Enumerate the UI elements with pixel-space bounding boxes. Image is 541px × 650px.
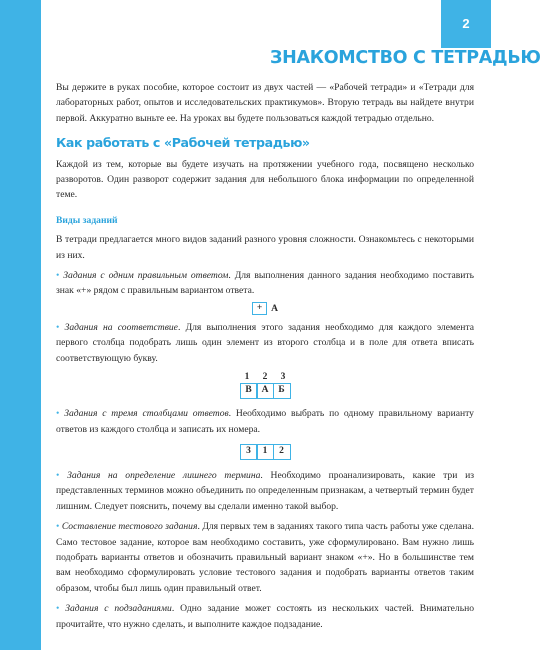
bullet: • xyxy=(56,408,60,420)
answer-cell: 1 xyxy=(256,444,274,460)
task-item: • Задания на соответствие. Для выполнения этого задания необходимо для каждого элемента первого столбца подобрать лишь один элемент из второго столбца и в поле для ответа вписать соответствующую букву. xyxy=(56,321,475,364)
match-number: 1 xyxy=(244,372,250,383)
task-text: Необходимо проанализировать, какие три из представленных терминов можно объединить по определенным признакам, а четвертый термин будет лишним. Следует пояснить, почему вы сделали именно такой выбор. xyxy=(56,469,474,512)
section-heading: Как работать с «Рабочей тетрадью» xyxy=(56,135,310,151)
answer-cell: А xyxy=(256,383,274,399)
task-text: Для выполнения данного задания необходимо поставить знак «+» рядом с правильным вариантом ответа. xyxy=(56,270,474,297)
section-paragraph: Каждой из тем, которые вы будете изучать на протяжении учебного года, посвящено несколько разворотов. Один разворот содержит задания для небольшого блока информации по определенной теме. xyxy=(56,158,474,201)
match-answer-boxes xyxy=(56,383,474,400)
answer-cell: 2 xyxy=(273,444,291,460)
task-text: Одно задание может состоять из нескольких частей. Внимательно прочитайте, что нужно сделать, и выполните каждое подзадание. xyxy=(56,603,475,630)
bullet: • xyxy=(56,521,60,533)
plus-box: + xyxy=(252,302,267,315)
answer-cell: 3 xyxy=(240,444,258,460)
task-name: Задания с подзаданиями xyxy=(65,603,172,615)
example-plus-answer xyxy=(56,301,474,317)
task-name: Задания с тремя столбцами ответов xyxy=(64,408,229,420)
task-item: • Задания на определение лишнего термина. Необходимо проанализировать, какие три из представленных терминов можно объединить по определенным признакам, а четвертый термин будет лишним. Следует пояснить, почему вы сделали именно такой выбор. xyxy=(56,469,474,512)
page-title: ЗНАКОМСТВО С ТЕТРАДЬЮ xyxy=(270,48,541,68)
task-text: Для выполнения этого задания необходимо для каждого элемента первого столбца подобрать лишь один элемент из второго столбца и в поле для ответа вписать соответствующую букву. xyxy=(56,321,475,364)
match-number: 3 xyxy=(280,372,286,383)
answer-letter: А xyxy=(271,303,278,314)
bullet: • xyxy=(56,270,60,282)
task-name: Задания на определение лишнего термина xyxy=(67,469,261,481)
task-item: • Задания с одним правильным ответом. Для выполнения данного задания необходимо поставить знак «+» рядом с правильным вариантом ответа. xyxy=(56,270,474,297)
page-number: 2 xyxy=(441,0,491,48)
bullet: • xyxy=(56,469,60,481)
task-text: Для первых тем в заданиях такого типа часть работы уже сделана. Само тестовое задание, которое вам необходимо составить, уже сформулировано. Вам нужно лишь подобрать варианты ответов и обозначить правильный вариант знаком «+». Но в большинстве тем вам необходимо сформулировать условие тестового задания и подобрать варианты ответов таким образом, чтобы был лишь один правильный ответ. xyxy=(56,521,475,594)
task-name: Задания на соответствие xyxy=(64,321,178,333)
match-numbers xyxy=(56,371,474,383)
subsection-paragraph: В тетради предлагается много видов заданий разного уровня сложности. Ознакомьтесь с некоторыми из них. xyxy=(56,234,474,261)
task-name: Составление тестового задания xyxy=(61,521,198,533)
page-content xyxy=(56,80,474,632)
intro-paragraph: Вы держите в руках пособие, которое состоит из двух частей — «Рабочей тетради» и «Тетради для лабораторных работ, опытов и исследовательских практикумов». Вторую тетрадь вы найдете внутри первой. Аккуратно выньте ее. На уроках вы будете пользоваться каждой тетрадью отдельно. xyxy=(56,82,474,124)
bullet: • xyxy=(56,321,60,333)
subsection-heading: Виды заданий xyxy=(56,214,118,226)
task-item: • Задания с подзаданиями. Одно задание может состоять из нескольких частей. Внимательно прочитайте, что нужно сделать, и выполните каждое подзадание. xyxy=(56,603,475,630)
answer-cell: В xyxy=(240,383,258,399)
task-item: • Задания с тремя столбцами ответов. Необходимо выбрать по одному правильному варианту ответов из каждого столбца и записать их номера. xyxy=(56,408,474,435)
task-name: Задания с одним правильным ответом xyxy=(63,270,229,282)
left-sidebar-stripe xyxy=(0,0,41,650)
answer-cell: Б xyxy=(273,383,291,399)
task-text: Необходимо выбрать по одному правильному варианту ответов из каждого столбца и записать их номера. xyxy=(56,408,474,435)
match-number: 2 xyxy=(262,372,268,383)
task-item: • Составление тестового задания. Для первых тем в заданиях такого типа часть работы уже сделана. Само тестовое задание, которое вам необходимо составить, уже сформулировано. Вам нужно лишь подобрать варианты ответов и обозначить правильный вариант знаком «+». Но в большинстве тем вам необходимо сформулировать условие тестового задания и подобрать варианты ответов таким образом, чтобы был лишь один правильный ответ. xyxy=(56,521,475,594)
three-column-answer-boxes xyxy=(56,444,474,461)
bullet: • xyxy=(56,603,60,615)
